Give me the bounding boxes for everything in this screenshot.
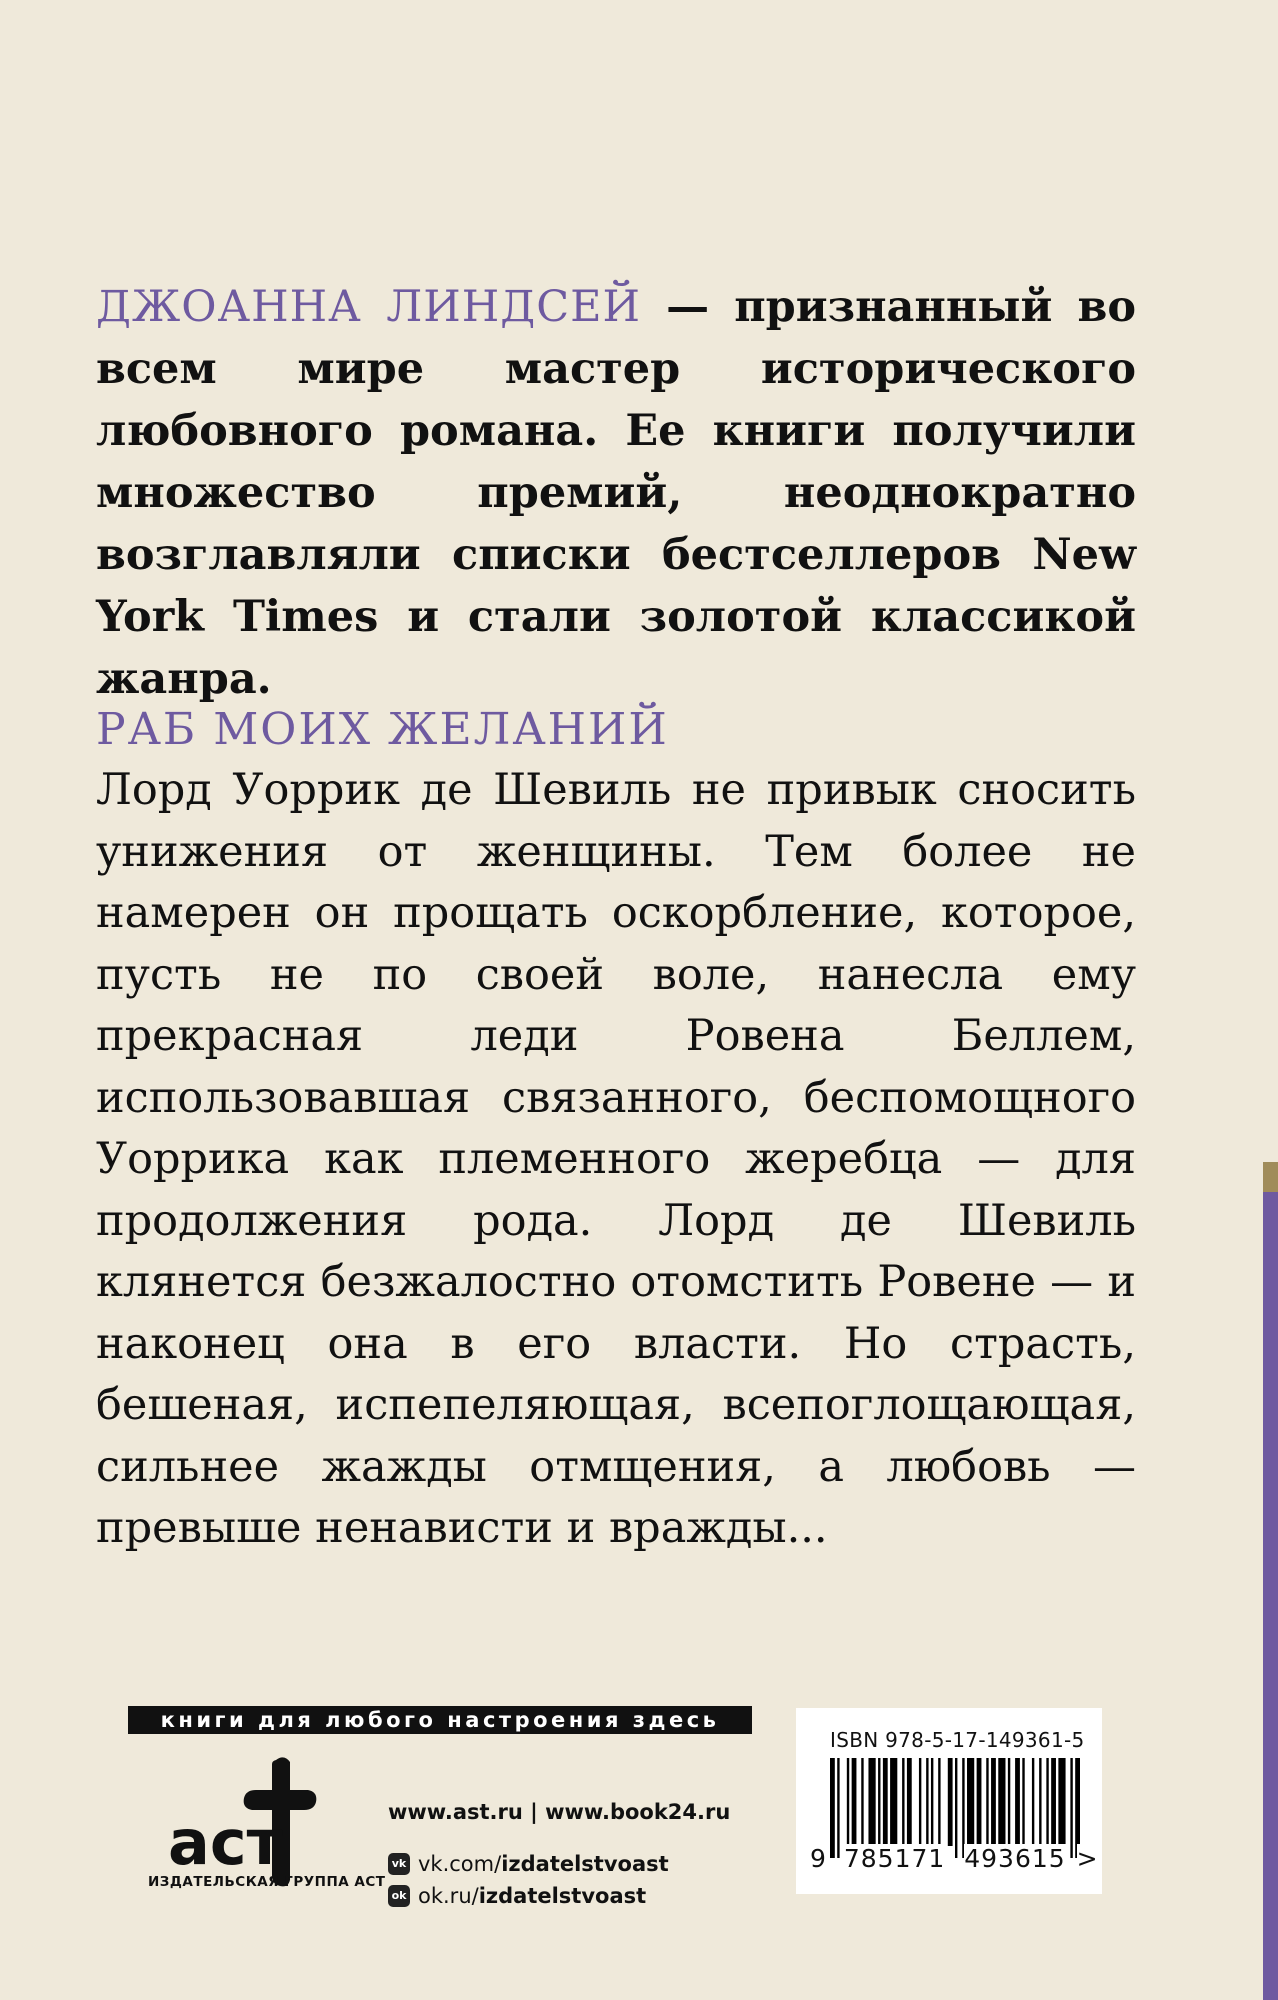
ean-digits: [810, 1844, 1100, 1873]
publisher-logo-text: аст: [168, 1806, 283, 1879]
barcode-bar: [1058, 1758, 1065, 1846]
barcode-bar: [977, 1758, 982, 1846]
barcode-bar: [861, 1758, 863, 1846]
publisher-name: ИЗДАТЕЛЬСКАЯ ГРУППА АСТ: [148, 1874, 386, 1890]
odnoklassniki-icon: ok: [388, 1885, 410, 1907]
isbn-label: ISBN 978-5-17-149361-5: [830, 1728, 1085, 1752]
ean-left-group: 785171: [843, 1844, 946, 1873]
author-bio: [96, 276, 1136, 710]
barcode-bar: [830, 1758, 835, 1858]
barcode-bar: [967, 1758, 974, 1846]
vk-icon: vk: [388, 1853, 410, 1875]
vk-handle: izdatelstvoast: [501, 1852, 669, 1876]
barcode-bar: [837, 1758, 839, 1858]
ean-first-digit: 9: [810, 1844, 827, 1873]
author-bio-text: — признанный во всем мире мастер исторического любовного романа. Ее книги получили множество премий, неоднократно возглавляли списки бестселлеров New York Times и стали золотой классикой жанра.: [96, 282, 1137, 704]
barcode-bar: [931, 1758, 933, 1846]
barcode-bar: [962, 1758, 964, 1858]
barcode-bar: [948, 1758, 953, 1846]
barcode-bar: [847, 1758, 849, 1846]
barcode-bar: [1046, 1758, 1048, 1846]
barcode-bar: [883, 1758, 888, 1846]
barcode-bar: [955, 1758, 957, 1858]
barcode-bar: [926, 1758, 928, 1846]
barcode-bar: [1075, 1758, 1080, 1858]
barcode-bar: [1022, 1758, 1024, 1846]
barcode-bar: [878, 1758, 880, 1846]
book-title: РАБ МОИХ ЖЕЛАНИЙ: [96, 704, 669, 755]
barcode-bar: [852, 1758, 857, 1846]
ok-link[interactable]: [388, 1880, 730, 1912]
ean-quiet-zone-mark: >: [1076, 1844, 1099, 1873]
barcode-bar: [1015, 1758, 1020, 1846]
vk-prefix: vk.com/: [418, 1852, 502, 1876]
barcode-bar: [890, 1758, 897, 1846]
barcode-bar: [1039, 1758, 1041, 1846]
barcode-bar: [868, 1758, 875, 1846]
barcode-bar: [998, 1758, 1005, 1846]
slogan-strip: книги для любого настроения здесь: [128, 1706, 752, 1734]
book-annotation: Лорд Уоррик де Шевиль не привык сносить унижения от женщины. Тем более не намерен он прощать оскорбление, которое, пусть не по своей воле, нанесла ему прекрасная леди Ровена Беллем, использовавшая связанного, беспомощного Уоррика как племенного жеребца — для продолжения рода. Лорд де Шевиль клянется безжалостно отомстить Ровене — и наконец она в его власти. Но страсть, бешеная, испепеляющая, всепоглощающая, сильнее жажды отмщения, а любовь — превыше ненависти и вражды...: [96, 765, 1136, 1553]
barcode-icon: [830, 1758, 1080, 1858]
barcode-bar: [991, 1758, 996, 1846]
barcode-bar: [907, 1758, 912, 1846]
spine-edge-bar: [1263, 1162, 1278, 2000]
barcode-bar: [1032, 1758, 1034, 1846]
barcode-bar: [1008, 1758, 1010, 1846]
isbn-barcode-panel: [796, 1708, 1102, 1894]
website-links[interactable]: www.ast.ru | www.book24.ru: [388, 1800, 731, 1824]
publisher-links: [388, 1796, 730, 1912]
ok-handle: izdatelstvoast: [478, 1884, 647, 1908]
barcode-bar: [1070, 1758, 1072, 1858]
barcode-bar: [902, 1758, 904, 1846]
publisher-logo-icon: [148, 1752, 386, 1892]
ok-prefix: ok.ru/: [418, 1884, 479, 1908]
barcode-bar: [938, 1758, 940, 1846]
barcode-bar: [1051, 1758, 1056, 1846]
author-name: ДЖОАННА ЛИНДСЕЙ: [96, 282, 642, 332]
ean-right-group: 493615: [964, 1844, 1066, 1873]
barcode-bar: [919, 1758, 921, 1846]
vk-link[interactable]: [388, 1848, 730, 1880]
barcode-bar: [986, 1758, 988, 1846]
